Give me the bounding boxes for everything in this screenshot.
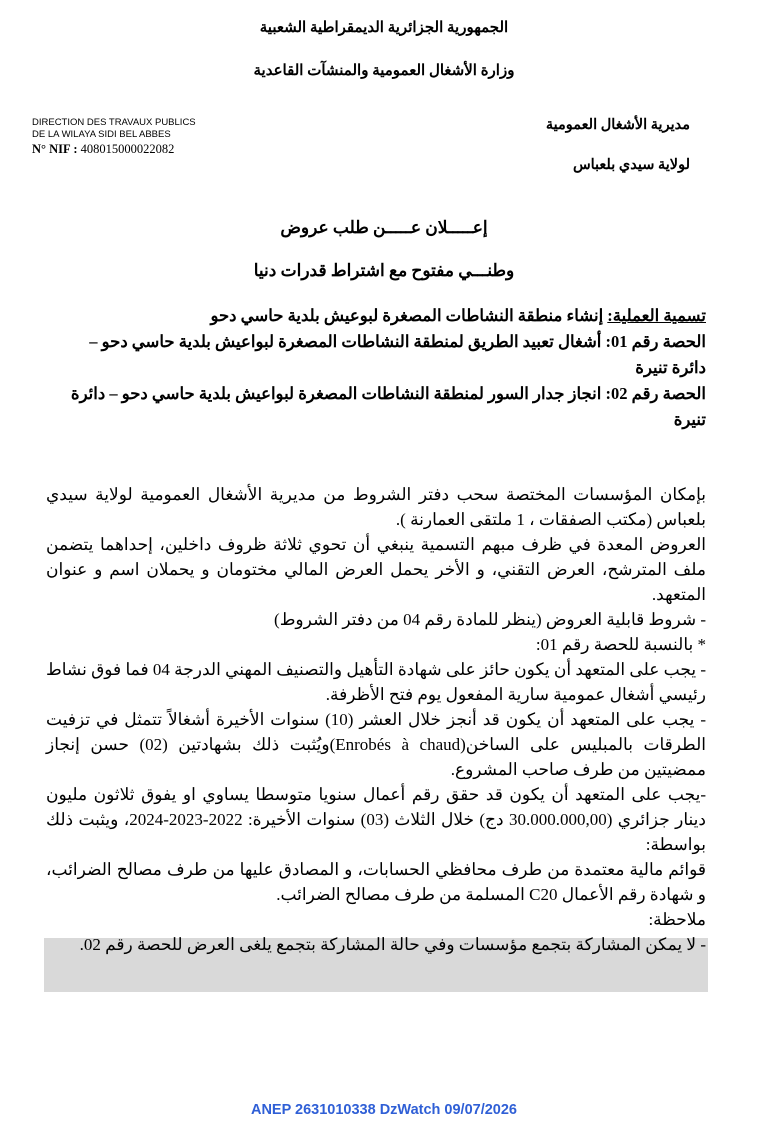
- notice-subtitle: وطنـــي مفتوح مع اشتراط قدرات دنيا: [253, 261, 515, 280]
- direction-arabic: مديرية الأشغال العمومية: [545, 117, 690, 133]
- note-text: - لا يمكن المشاركة بتجمع مؤسسات وفي حالة المشاركة بتجمع يلغى العرض للحصة رقم 02.: [79, 935, 706, 954]
- notice-title: إعـــــلان عـــــن طلب عروض: [280, 218, 488, 237]
- paragraph-envelopes: العروض المعدة في ظرف مبهم التسمية ينبغي أن تحوي ثلاثة ظروف داخلين، إحداهما يتضمن ملف المترشح، العرض التقني، و الأخر يحمل العرض المالي مختومان و يحملان اسم و عنوان المتعهد.: [46, 535, 706, 604]
- paragraph-financial: قوائم مالية معتمدة من طرف محافظي الحسابات، و المصادق عليها من طرف مصالح الضرائب، و شهادة رقم الأعمال C20 المسلمة من طرف مصالح الضرائب.: [46, 860, 706, 904]
- nif-value: 408015000022082: [80, 142, 175, 156]
- lot-2: الحصة رقم 02: انجاز جدار السور لمنطقة النشاطات المصغرة لبواعيش بلدية حاسي دحو – دائرة تنيرة: [70, 384, 706, 429]
- paragraph-turnover: -يجب على المتعهد أن يكون قد حقق رقم أعمال سنويا متوسطا يساوي او يفوق ثلاثون مليون دينار جزائري (30.000.000,00 دج) خلال الثلاث (03) سنوات الأخيرة: 2022-2023-2024، ويثبت ذلك بواسطة:: [46, 785, 706, 854]
- operation-name: [56, 303, 706, 329]
- nif-label: N° NIF :: [32, 142, 78, 156]
- operation-title: إنشاء منطقة النشاطات المصغرة لبوعيش بلدية حاسي دحو: [210, 306, 608, 325]
- footer-reference: ANEP 2631010338 DzWatch 09/07/2026: [250, 1102, 517, 1118]
- nif-line: [32, 143, 196, 155]
- paragraph-conditions: - شروط قابلية العروض (ينظر للمادة رقم 04 من دفتر الشروط): [274, 610, 706, 629]
- paragraph-withdraw: بإمكان المؤسسات المختصة سحب دفتر الشروط من مديرية الأشغال العمومية لولاية سيدي بلعباس (مكتب الصفقات ، 1 ملتقى العمارنة ).: [46, 485, 706, 529]
- note-label: ملاحظة:: [648, 910, 706, 929]
- republic-header: الجمهورية الجزائرية الديمقراطية الشعبية: [259, 20, 509, 36]
- paragraph-experience: - يجب على المتعهد أن يكون قد أنجز خلال العشر (10) سنوات الأخيرة أشغالاً تتمثل في تزفيت الطرقات بالمبليس على الساخن(Enrobés à chaud)ويُثبت ذلك بشهادتين (02) حسن إنجاز ممضيتين من طرف صاحب المشروع.: [46, 710, 706, 779]
- french-wilaya-line: DE LA WILAYA SIDI BEL ABBES: [32, 129, 171, 140]
- french-direction-line: DIRECTION DES TRAVAUX PUBLICS: [32, 117, 196, 128]
- operation-label: تسمية العملية:: [607, 306, 706, 325]
- wilaya-arabic: لولاية سيدي بلعباس: [572, 157, 690, 173]
- ministry-header: وزارة الأشغال العمومية والمنشآت القاعدية: [253, 63, 515, 79]
- notice-body: [46, 482, 706, 957]
- operation-block: [56, 303, 706, 433]
- paragraph-qualification: - يجب على المتعهد أن يكون حائز على شهادة التأهيل والتصنيف المهني الدرجة 04 فما فوق نشاط رئيسي أشغال عمومية سارية المفعول يوم فتح الأظرفة.: [46, 660, 707, 704]
- paragraph-lot1-heading: * بالنسبة للحصة رقم 01:: [535, 635, 706, 654]
- lot-1: الحصة رقم 01: أشغال تعبيد الطريق لمنطقة النشاطات المصغرة لبواعيش بلدية حاسي دحو – دائرة تنيرة: [89, 332, 706, 377]
- french-header-block: [32, 117, 196, 155]
